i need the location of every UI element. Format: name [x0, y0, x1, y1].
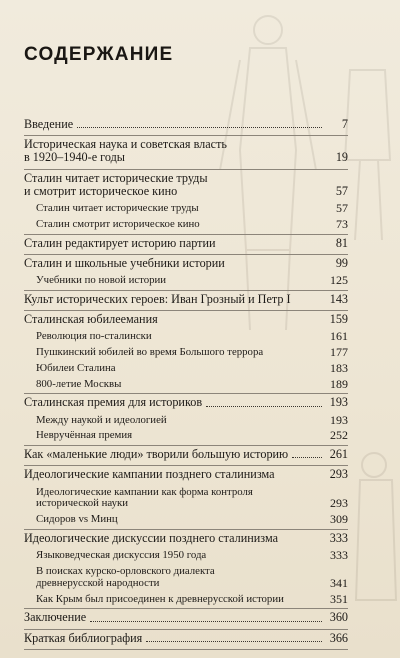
toc-entry-title: Сталин и школьные учебники истории	[24, 255, 225, 270]
toc-entry-title: Заключение	[24, 610, 87, 625]
toc-section	[24, 609, 348, 629]
toc-chapter-entry[interactable]	[24, 446, 348, 465]
toc-page-number: 73	[336, 216, 348, 231]
toc-section	[24, 235, 348, 255]
toc-subsection-entry[interactable]	[24, 202, 348, 218]
toc-subsection-entry[interactable]	[24, 593, 348, 609]
toc-chapter-entry[interactable]	[24, 394, 348, 413]
toc-entry-title: Сталинская юбилеемания	[24, 312, 158, 327]
toc-page-number: 309	[330, 512, 348, 527]
toc-page-number: 252	[330, 428, 348, 443]
toc-page-number: 57	[336, 201, 348, 216]
toc-section	[24, 466, 348, 530]
toc-subsection-entry[interactable]	[24, 362, 348, 378]
toc-page-number: 183	[330, 360, 348, 375]
toc-page-number: 293	[329, 467, 348, 482]
toc-entry-title: 800-летие Москвы	[36, 377, 122, 390]
toc-subsection-entry[interactable]	[24, 549, 348, 565]
toc-page-number: 161	[330, 329, 348, 344]
dot-leader	[146, 640, 322, 642]
dot-leader	[229, 266, 322, 267]
dot-leader	[162, 322, 322, 323]
dot-leader	[156, 339, 322, 340]
toc-entry-title: Революция по-сталински	[36, 330, 152, 343]
toc-entry-title: Идеологические кампании позднего сталинизма	[24, 467, 275, 482]
toc-entry-title: Введение	[24, 117, 74, 131]
toc-entry-title: Культ исторических героев: Иван Грозный и Петр I	[24, 291, 291, 306]
dot-leader	[210, 558, 322, 559]
toc-subsection-entry[interactable]	[24, 346, 348, 362]
toc-page-number: 193	[329, 395, 348, 410]
toc-chapter-entry[interactable]	[24, 466, 348, 485]
toc-chapter-entry[interactable]	[24, 116, 348, 135]
toc-section	[24, 116, 348, 136]
toc-entry-title: Сталин читает исторические труды	[36, 202, 199, 215]
toc-entry-title: Между наукой и идеологией	[36, 413, 167, 426]
toc-entry-title: Сталин редактирует историю партии	[24, 235, 216, 250]
toc-entry-title: Учебники по новой истории	[36, 274, 167, 287]
toc-entry-title: Сидоров vs Минц	[36, 513, 118, 526]
toc-chapter-entry[interactable]	[24, 609, 348, 628]
dot-leader	[90, 620, 322, 622]
dot-leader	[171, 422, 322, 423]
toc-subsection-entry[interactable]	[24, 513, 348, 529]
toc-section	[24, 291, 348, 311]
toc-page-number: 189	[330, 376, 348, 391]
toc-page-number: 125	[330, 273, 348, 288]
toc-subsection-entry[interactable]	[24, 565, 348, 593]
dot-leader	[231, 161, 322, 162]
toc-subsection-entry[interactable]	[24, 378, 348, 394]
toc-chapter-entry[interactable]	[24, 311, 348, 330]
dot-leader	[136, 438, 322, 439]
toc-page-number: 333	[330, 548, 348, 563]
dot-leader	[122, 522, 322, 523]
toc-section	[24, 170, 348, 235]
toc-entry-title: Как «маленькие люди» творили большую историю	[24, 447, 289, 462]
toc-section	[24, 446, 348, 466]
toc-page-number: 143	[329, 291, 348, 306]
toc-entry-title: Юбилеи Сталина	[36, 361, 116, 374]
dot-leader	[220, 246, 322, 247]
dot-leader	[288, 601, 322, 602]
toc-subsection-entry[interactable]	[24, 218, 348, 234]
table-of-contents	[24, 116, 348, 650]
toc-subsection-entry[interactable]	[24, 486, 348, 514]
dot-leader	[292, 456, 322, 458]
toc-page-number: 177	[330, 345, 348, 360]
toc-chapter-entry[interactable]	[24, 136, 348, 168]
dot-leader	[212, 194, 322, 195]
toc-entry-title: Пушкинский юбилей во время Большого террора	[36, 346, 264, 359]
toc-subsection-entry[interactable]	[24, 414, 348, 430]
toc-entry-title: Идеологические дискуссии позднего сталинизма	[24, 531, 278, 545]
toc-chapter-entry[interactable]	[24, 630, 348, 649]
toc-entry-title: Невручённая премия	[36, 429, 133, 442]
toc-page-number: 360	[329, 610, 348, 625]
toc-chapter-entry[interactable]	[24, 255, 348, 274]
toc-section	[24, 255, 348, 291]
toc-chapter-entry[interactable]	[24, 170, 348, 202]
toc-page-number: 81	[335, 235, 348, 250]
dot-leader	[257, 506, 322, 507]
toc-chapter-entry[interactable]	[24, 291, 348, 310]
toc-page-number: 19	[335, 150, 348, 165]
dot-leader	[267, 355, 322, 356]
toc-chapter-entry[interactable]	[24, 235, 348, 254]
dot-leader	[120, 371, 322, 372]
toc-entry-title: В поисках курско-орловского диалекта древнерусской народности	[36, 565, 215, 589]
toc-page-number: 341	[330, 575, 348, 590]
toc-subsection-entry[interactable]	[24, 429, 348, 445]
dot-leader	[206, 405, 322, 407]
toc-entry-title: Языковедческая дискуссия 1950 года	[36, 549, 207, 562]
toc-entry-title: Сталинская премия для историков	[24, 395, 203, 410]
dot-leader	[282, 541, 322, 542]
toc-section	[24, 630, 348, 650]
toc-section	[24, 530, 348, 609]
toc-page-number: 261	[329, 447, 348, 462]
dot-leader	[203, 211, 322, 212]
toc-page-number: 159	[329, 312, 348, 327]
page-title: СОДЕРЖАНИЕ	[24, 44, 174, 65]
dot-leader	[219, 586, 322, 587]
toc-section	[24, 311, 348, 394]
toc-section	[24, 136, 348, 169]
toc-entry-title: Историческая наука и советская власть в 1920–1940-е годы	[24, 137, 227, 165]
toc-page-number: 351	[330, 591, 348, 606]
dot-leader	[77, 126, 322, 128]
toc-subsection-entry[interactable]	[24, 330, 348, 346]
toc-entry-title: Сталин смотрит историческое кино	[36, 217, 200, 230]
toc-page-number: 333	[329, 531, 348, 545]
dot-leader	[204, 227, 322, 228]
dot-leader	[125, 386, 322, 387]
dot-leader	[170, 283, 322, 284]
toc-page-number: 99	[335, 255, 348, 270]
toc-entry-title: Идеологические кампании как форма контроля исторической науки	[36, 485, 253, 510]
toc-entry-title: Краткая библиография	[24, 630, 143, 645]
dot-leader	[279, 478, 322, 479]
toc-page-number: 293	[330, 496, 348, 511]
toc-page-number: 193	[330, 412, 348, 427]
dot-leader	[295, 302, 322, 303]
toc-section	[24, 394, 348, 446]
toc-page-number: 57	[335, 183, 348, 198]
toc-entry-title: Сталин читает исторические труды и смотрит историческое кино	[24, 170, 208, 198]
toc-chapter-entry[interactable]	[24, 530, 348, 549]
toc-page-number: 366	[329, 630, 348, 645]
toc-entry-title: Как Крым был присоединен к древнерусской истории	[36, 592, 284, 605]
toc-page-number: 7	[341, 117, 348, 131]
toc-subsection-entry[interactable]	[24, 274, 348, 290]
